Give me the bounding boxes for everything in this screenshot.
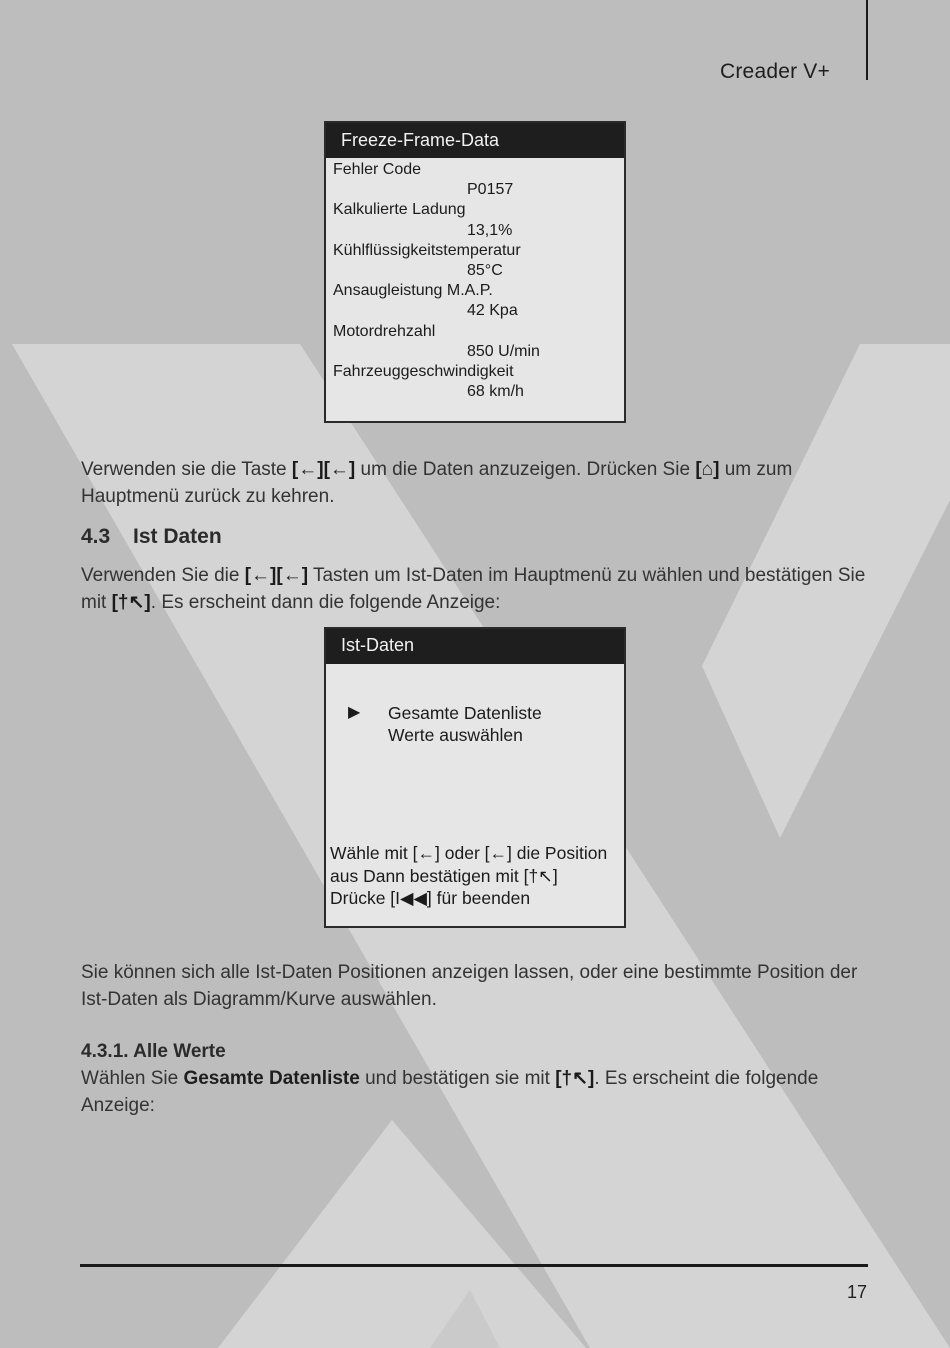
confirm-key-icon: [†↖] [555, 1068, 595, 1089]
text-segment: Wählen Sie [81, 1068, 184, 1089]
help-line: Wähle mit [←] oder [←] die Position [330, 843, 608, 863]
paragraph-ist-daten-description: Sie können sich alle Ist-Daten Positionen anzeigen lassen, oder eine bestimmte Position der Ist-Daten als Diagramm/Kurve auswählen. [81, 962, 858, 1010]
text-segment: Verwenden Sie die [81, 565, 245, 586]
footer-rule [80, 1264, 868, 1267]
ff-row-value: 42 Kpa [467, 302, 518, 320]
ff-row-value: 68 km/h [467, 383, 524, 401]
left-arrow-key-icon: [←] [244, 565, 277, 586]
selection-arrow-icon: ▶ [348, 704, 361, 721]
menu-item-werte-auswaehlen[interactable] [348, 724, 542, 746]
ff-row-label: Kühlflüssigkeitstemperatur [333, 241, 521, 259]
paragraph-ist-daten-instructions [81, 563, 871, 616]
ist-daten-help-text [330, 842, 607, 910]
menu-item-label: Werte auswählen [388, 725, 523, 745]
left-arrow-key-icon: [←] [291, 459, 324, 480]
header-vertical-rule [866, 0, 868, 80]
menu-item-gesamte-datenliste[interactable] [348, 702, 542, 724]
left-arrow-key-icon: [←] [276, 565, 309, 586]
ist-daten-screen-title: Ist-Daten [326, 629, 624, 664]
ff-row-value: 13,1% [467, 221, 513, 239]
ff-row-label: Fahrzeuggeschwindigkeit [333, 363, 514, 381]
help-line: aus Dann bestätigen mit [†↖] [330, 865, 558, 886]
ff-row-label: Ansaugleistung M.A.P. [333, 282, 493, 300]
paragraph-alle-werte [81, 1066, 871, 1119]
ff-row-value: 85°C [467, 262, 503, 280]
freeze-frame-data-list [326, 158, 624, 402]
text-segment: um die Daten anzuzeigen. Drücken Sie [355, 459, 696, 480]
left-arrow-key-icon: [←] [323, 459, 356, 480]
section-heading-4-3 [81, 525, 222, 549]
page-number: 17 [847, 1282, 868, 1302]
emphasis-gesamte-datenliste: Gesamte Datenliste [183, 1068, 360, 1089]
section-number: 4.3 [81, 525, 111, 548]
menu-item-label: Gesamte Datenliste [388, 703, 542, 723]
text-segment: . Es erscheint die folgende Anzeige: [81, 1068, 819, 1116]
text-segment: Verwenden sie die Taste [81, 459, 292, 480]
freeze-frame-screen [324, 121, 626, 423]
text-segment: und bestätigen sie mit [359, 1068, 556, 1089]
help-line: Drücke [I◀◀] für beenden [330, 888, 531, 908]
ff-row-label: Kalkulierte Ladung [333, 201, 466, 219]
freeze-frame-screen-title: Freeze-Frame-Data [326, 123, 624, 158]
text-segment: um zum Hauptmenü zurück zu kehren. [81, 459, 793, 507]
text-segment: Tasten um Ist-Daten im Hauptmenü zu wählen und bestätigen Sie mit [81, 565, 866, 613]
paragraph-freeze-frame-instructions [81, 457, 871, 510]
text-segment: . Es erscheint dann die folgende Anzeige: [150, 591, 501, 613]
ff-row-label: Motordrehzahl [333, 322, 436, 340]
ff-row-value: P0157 [467, 181, 514, 199]
ist-daten-menu [348, 702, 542, 746]
section-title: Ist Daten [133, 525, 222, 548]
section-heading-4-3-1: 4.3.1. Alle Werte [81, 1041, 226, 1062]
ist-daten-screen [324, 627, 626, 928]
ff-row-value: 850 U/min [467, 342, 540, 360]
ff-row-label: Fehler Code [333, 161, 422, 178]
confirm-key-icon: [†↖] [111, 591, 151, 613]
home-key-icon: [⌂] [695, 459, 720, 480]
header-title: Creader V+ [720, 60, 830, 83]
